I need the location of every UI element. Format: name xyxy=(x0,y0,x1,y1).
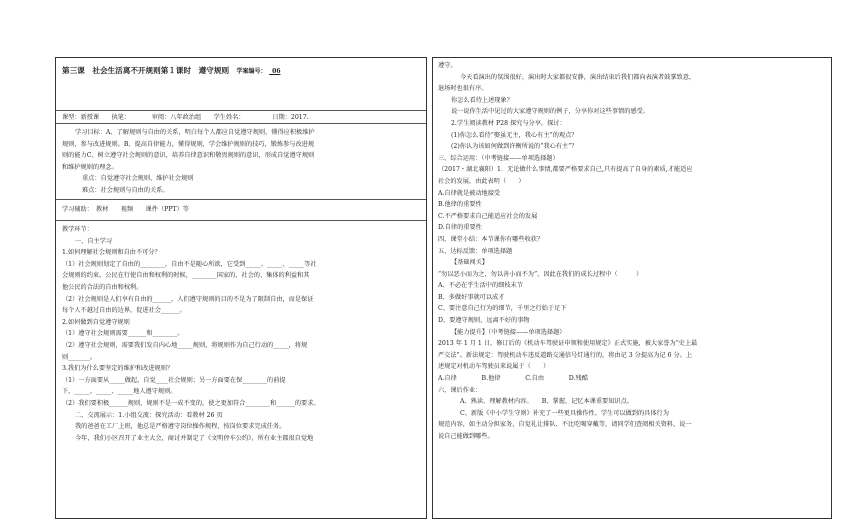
right-line: B、多做好事就可以成才 xyxy=(438,293,505,301)
goal-line: 规则，参与改进规则。B、提高自律能力，懂得规则，学会维护规则的技巧，锻炼参与改进规 xyxy=(62,140,315,148)
right-line: 严交法”。新法规定：驾驶机动车违反道路交通信号灯通行的，将由记 3 分提高为记 6 分。上 xyxy=(438,351,693,359)
right-line: C.不严格要求自己能适应社会的发展 xyxy=(438,212,538,220)
meta-row xyxy=(56,111,426,124)
teaching-line: 则_______。 xyxy=(62,353,97,361)
right-line: A.自律 B.他律 C.自由 D.残酷 xyxy=(438,375,588,383)
aids-row xyxy=(56,200,426,221)
goal-line: 则的能力C、树立遵守社会规则的意识，培养自律意识和敬畏规则的意识，形成自觉遵守规则 xyxy=(62,152,315,160)
right-line: 说自己能做到哪些。 xyxy=(438,433,494,440)
teaching-line: （2）遵守社会规则，需要我们发自内心地_____规则，将规则作为自己行动的_____，将规 xyxy=(62,341,308,349)
teaching-line: 二、交流展示：1.小组交流：探究活动：看教材 26 页 xyxy=(75,411,223,419)
goal-line: 和维护规则的理念。 xyxy=(62,163,118,171)
right-line: 你怎么看待上述现象？ xyxy=(451,96,513,104)
teaching-line: 会规则的约束。公民在行使自由和权利的时候，________国家的、社会的、集体的利益和其 xyxy=(62,272,310,280)
teaching-line: 教学环节： xyxy=(62,226,93,233)
case-number-label: 学案编号： xyxy=(236,68,267,75)
lesson-title-text: 第三课 社会生活离不开规则第１课时 遵守规则 xyxy=(62,66,230,75)
right-line: 述规定对机动车驾驶员来说属于（ ） xyxy=(438,363,550,371)
teaching-content xyxy=(56,221,426,444)
teaching-line: （1）一方面要从_____做起，自觉____社会规则；另一方面要在保________的前提 xyxy=(62,376,286,384)
goal-line: 重点：自觉遵守社会规则、维护社会规则 xyxy=(82,175,194,183)
goals-list xyxy=(56,124,426,197)
lesson-title xyxy=(56,58,426,81)
right-line: A、不必在乎生活中的细枝末节 xyxy=(438,282,523,290)
right-line: 今天看演出的氛围很好，演出时大家都很安静，演出结束后我们都向表演者鼓掌致意， xyxy=(460,73,696,81)
right-line: C、新版《中小学生守则》补充了一些更具操作性、学生可以做到的具体行为 xyxy=(460,409,669,417)
left-page xyxy=(55,57,427,519)
teaching-section xyxy=(56,221,426,444)
teaching-line: 1.如何理解社会规则和自由不可分？ xyxy=(62,249,161,257)
right-line: 六、课后作业： xyxy=(438,386,482,394)
title-section xyxy=(56,58,426,111)
right-page xyxy=(432,57,832,519)
right-line: D.自律的重要性 xyxy=(438,224,482,232)
meta-text: 课型：新授课 执笔： 审阅：八年政治组 学生姓名： 日期：2017. xyxy=(62,114,309,121)
right-line: 2.学生阅读教材 P28 探究与分享，探讨： xyxy=(451,119,566,127)
teaching-line: （2）社会规则是人们享有自由的______，人们遵守规则的目的不是为了限制自由，而是保证 xyxy=(62,295,314,303)
teaching-line: 2.如何做到自觉遵守规则 xyxy=(62,318,130,326)
teaching-line: 我的爸爸在工厂上班，他总是严格遵守岗位操作规程，按岗位要求完成任务。 xyxy=(75,423,286,431)
teaching-line: （1）社会规则划定了自由的________，自由不是随心所欲，它受到_____、_____、_____等社 xyxy=(62,260,317,268)
right-line: C、要注意自己行为的细节，千里之行始于足下 xyxy=(438,305,567,313)
right-line: 规范内容，如主动分担家务，自觉礼让排队、不比吃喝穿戴等，请同学们查阅相关资料，说一 xyxy=(438,421,692,429)
right-line: 五、达标反馈：单项选择题 xyxy=(438,247,513,255)
right-line: 2013 年 1 月 1 日，修订后的《机动车驾驶证申领和使用规定》正式实施，被大家誉为“史上最 xyxy=(438,340,698,348)
teaching-line: 今年，我们小区召开了业主大会，商讨并制定了《文明停车公约》，所有业主都很自觉地 xyxy=(75,434,314,442)
right-line: (2)你认为该如何做到许衡所说的“我心有主”？ xyxy=(451,143,578,151)
right-line: 四、课堂小结：本节课你有哪些收获？ xyxy=(438,235,544,243)
right-line: 三、综合运用：（中考链接——单项选择题） xyxy=(438,154,559,162)
teaching-line: 下，_____、_____、_____地人遵守规则。 xyxy=(62,388,177,396)
right-line: D、要遵守规则，远离不好的事物 xyxy=(438,317,530,325)
goals-section xyxy=(56,124,426,200)
teaching-line: 3.我们为什么要坚定的维护和改进规则？ xyxy=(62,365,174,373)
goal-line: 学习目标：A、了解规则与自由的关系，明白每个人都应自觉遵守规则，懂得应积极维护 xyxy=(75,129,315,136)
teaching-line: 每个人不越过自由的边界，促进社会______。 xyxy=(62,307,186,315)
right-line: 说一说你生活中见过的大家遵守规则的例子，分享你对这些事情的感受。 xyxy=(451,108,649,116)
right-line: 【基础闯关】 xyxy=(451,259,489,267)
right-line: 遵守。 xyxy=(438,62,457,69)
teaching-line: 他公民的合法的自由和权利。 xyxy=(62,283,143,291)
teaching-line: 一、自主学习 xyxy=(75,237,113,245)
right-line: A.自律就是被动地接受 xyxy=(438,189,501,197)
teaching-line: （2）我们要积极______规则，规则不是一成不变的，使之更加符合________和______的要求。 xyxy=(62,399,320,407)
right-line: 退场时也很有序。 xyxy=(438,85,488,93)
right-line: B.他律的重要性 xyxy=(438,201,482,209)
right-line: A、熟读、理解教材内容。 B、掌握、记忆本课重要知识点。 xyxy=(460,398,633,406)
right-line: 社会的发展。由此表明（ ） xyxy=(438,177,525,185)
right-content xyxy=(433,58,831,443)
right-line: （2017・湖北襄阳）1．无论做什么事情,都要严格要求自己,只有提高了自身的素质,才能适应 xyxy=(438,166,693,174)
aids-text: 学习辅助： 教材 视频 课件（PPT）等 xyxy=(62,206,189,213)
right-line: 【能力提升】（中考链接——单项选择题） xyxy=(451,328,566,336)
goal-line: 难点：社会规则与自由的关系。 xyxy=(82,186,169,194)
teaching-line: （1）遵守社会规则需要______和________。 xyxy=(62,330,184,338)
case-number: _06 xyxy=(269,68,281,75)
right-line: (1)你怎么看待“娶虽无主，我心有主”的观点？ xyxy=(451,131,578,139)
right-line: “勿以恶小而为之，勿以善小而不为”，因此在我们的成长过程中（ ） xyxy=(438,270,643,278)
